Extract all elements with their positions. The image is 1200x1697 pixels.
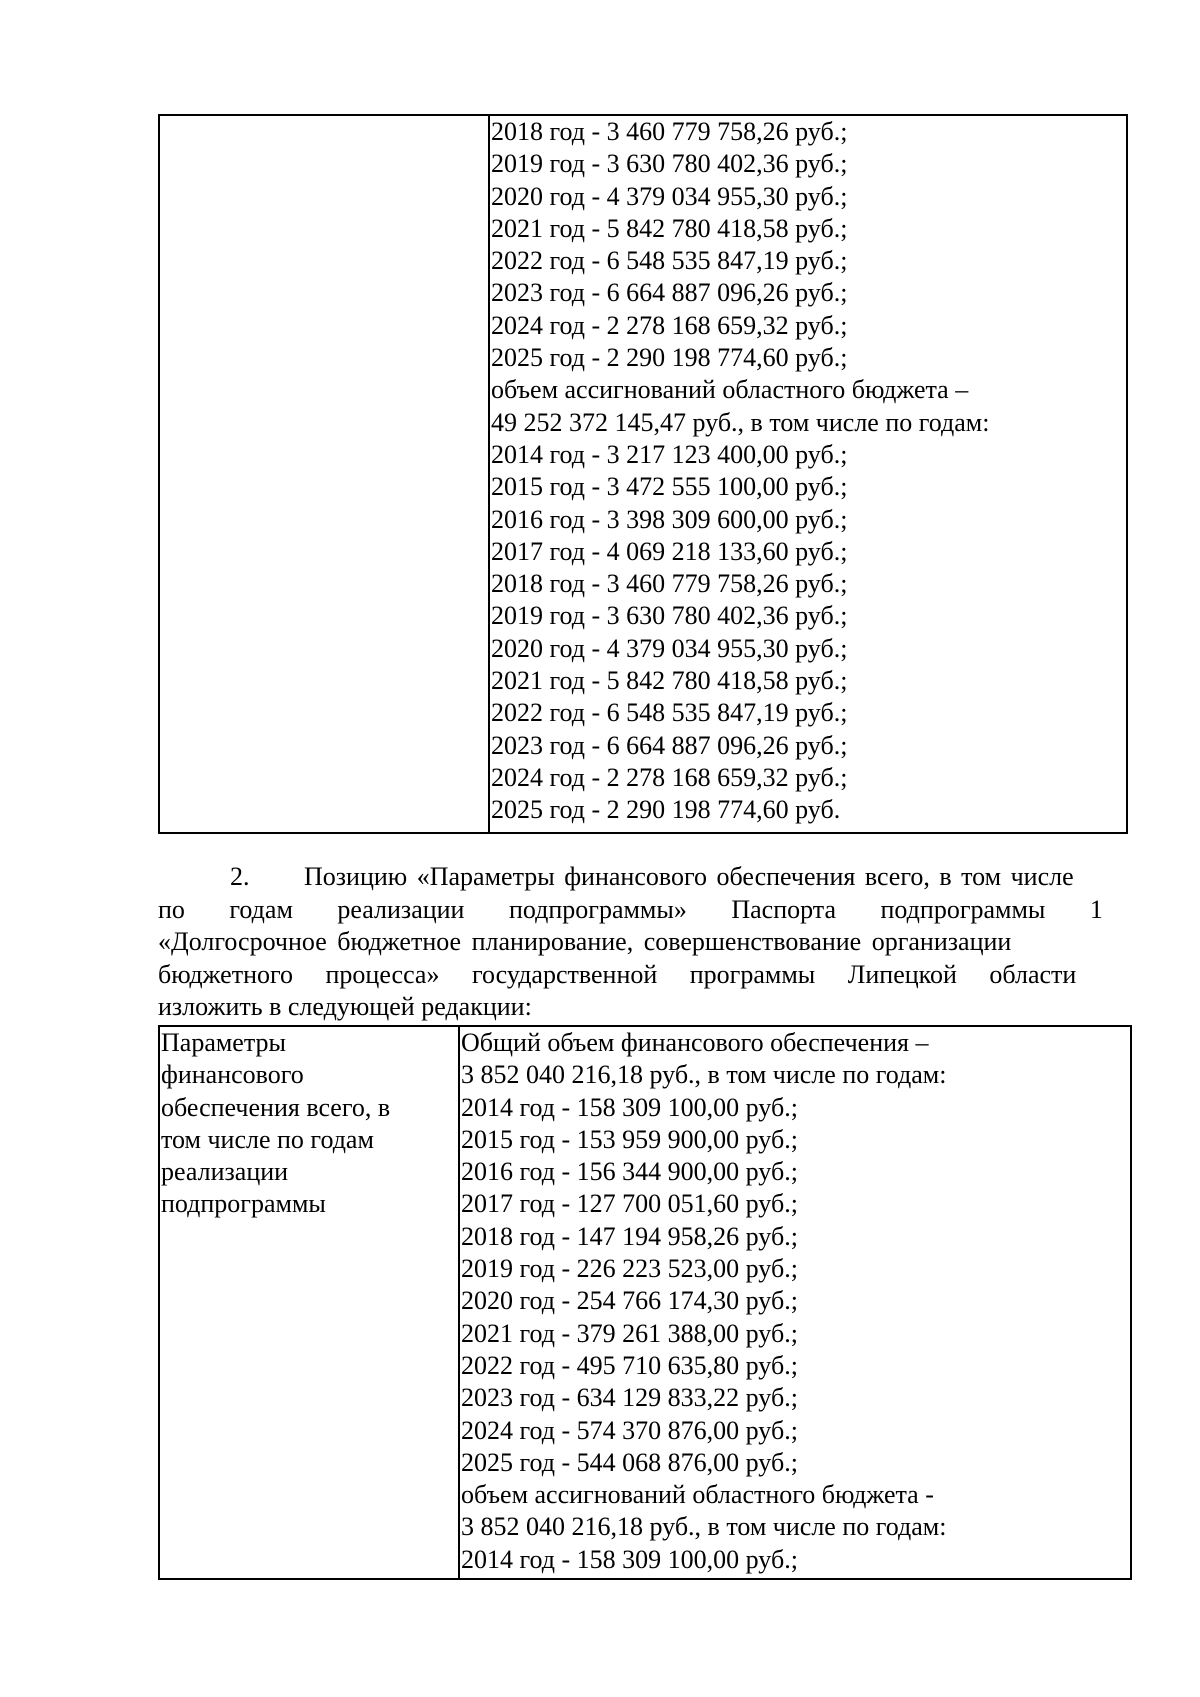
table1-line: 2020 год - 4 379 034 955,30 руб.; bbox=[491, 633, 848, 663]
table1-line: 2020 год - 4 379 034 955,30 руб.; bbox=[491, 181, 848, 211]
table1-right-cell bbox=[489, 115, 1127, 833]
table2-line: 2023 год - 634 129 833,22 руб.; bbox=[461, 1383, 798, 1413]
table2-line: Общий объем финансового обеспечения – bbox=[461, 1028, 929, 1057]
table2-right-cell bbox=[459, 1026, 1131, 1579]
table2-line: 2022 год - 495 710 635,80 руб.; bbox=[461, 1350, 798, 1380]
table1-line: 2017 год - 4 069 218 133,60 руб.; bbox=[491, 536, 848, 566]
paragraph-line-3-text: «Долгосрочное бюджетное планирование, совершенствование организации bbox=[158, 927, 1012, 957]
table2-line: 2014 год - 158 309 100,00 руб.; bbox=[461, 1544, 798, 1574]
paragraph-number: 2. bbox=[230, 862, 250, 891]
table2-left-line: подпрограммы bbox=[161, 1189, 326, 1219]
table1-line: 2021 год - 5 842 780 418,58 руб.; bbox=[491, 666, 848, 696]
table2-line: 2025 год - 544 068 876,00 руб.; bbox=[461, 1447, 798, 1477]
table1-line: 2024 год - 2 278 168 659,32 руб.; bbox=[491, 762, 848, 792]
table2-line: 2014 год - 158 309 100,00 руб.; bbox=[461, 1092, 798, 1122]
table2-line: 2019 год - 226 223 523,00 руб.; bbox=[461, 1254, 798, 1284]
table-row bbox=[159, 115, 1127, 833]
table2-left-line: Параметры bbox=[161, 1028, 286, 1057]
table1-line: 2019 год - 3 630 780 402,36 руб.; bbox=[491, 601, 848, 631]
table1-line: 2019 год - 3 630 780 402,36 руб.; bbox=[491, 149, 848, 179]
paragraph-line-1 bbox=[158, 861, 1128, 894]
table2-left-line: реализации bbox=[161, 1157, 289, 1187]
table1-left-cell bbox=[159, 115, 489, 833]
financing-parameters-table bbox=[158, 1025, 1132, 1580]
table2-left-cell bbox=[159, 1026, 459, 1579]
table2-line: 3 852 040 216,18 руб., в том числе по годам: bbox=[461, 1060, 947, 1090]
paragraph-line-5-text: изложить в следующей редакции: bbox=[158, 992, 532, 1022]
table2-line: 3 852 040 216,18 руб., в том числе по годам: bbox=[461, 1512, 947, 1542]
paragraph-line-4 bbox=[158, 959, 1128, 992]
table1-line: 49 252 372 145,47 руб., в том числе по годам: bbox=[491, 407, 990, 437]
table2-left-line: том числе по годам bbox=[161, 1124, 374, 1154]
table2-line: 2020 год - 254 766 174,30 руб.; bbox=[461, 1286, 798, 1316]
table2-line: 2017 год - 127 700 051,60 руб.; bbox=[461, 1189, 798, 1219]
table2-line: 2018 год - 147 194 958,26 руб.; bbox=[461, 1221, 798, 1251]
paragraph-line-3 bbox=[158, 926, 1128, 959]
paragraph-line-1-text: Позицию «Параметры финансового обеспечения всего, в том числе bbox=[304, 862, 1074, 891]
table-row bbox=[159, 1026, 1131, 1579]
table1-line: 2025 год - 2 290 198 774,60 руб. bbox=[491, 795, 841, 825]
table2-left-line: обеспечения всего, в bbox=[161, 1092, 391, 1122]
table1-line: 2015 год - 3 472 555 100,00 руб.; bbox=[491, 472, 848, 502]
table2-line: 2016 год - 156 344 900,00 руб.; bbox=[461, 1157, 798, 1187]
amendment-paragraph bbox=[158, 861, 1128, 1024]
table2-line: 2024 год - 574 370 876,00 руб.; bbox=[461, 1415, 798, 1445]
table1-line: 2014 год - 3 217 123 400,00 руб.; bbox=[491, 439, 848, 469]
paragraph-line-5 bbox=[158, 991, 1128, 1024]
table1-line: 2023 год - 6 664 887 096,26 руб.; bbox=[491, 278, 848, 308]
table1-line: 2023 год - 6 664 887 096,26 руб.; bbox=[491, 730, 848, 760]
table1-line: 2025 год - 2 290 198 774,60 руб.; bbox=[491, 343, 848, 373]
table1-line: 2024 год - 2 278 168 659,32 руб.; bbox=[491, 310, 848, 340]
table2-line: 2021 год - 379 261 388,00 руб.; bbox=[461, 1318, 798, 1348]
paragraph-line-2-text: по годам реализации подпрограммы» Паспорта подпрограммы 1 bbox=[158, 894, 1103, 924]
table1-line: 2016 год - 3 398 309 600,00 руб.; bbox=[491, 504, 848, 534]
table1-line: 2018 год - 3 460 779 758,26 руб.; bbox=[491, 117, 848, 146]
table2-left-line: финансового bbox=[161, 1060, 304, 1090]
paragraph-line-4-text: бюджетного процесса» государственной программы Липецкой области bbox=[158, 959, 1077, 989]
table2-line: объем ассигнований областного бюджета - bbox=[461, 1480, 934, 1510]
table1-line: 2022 год - 6 548 535 847,19 руб.; bbox=[491, 246, 848, 276]
table1-line: объем ассигнований областного бюджета – bbox=[491, 375, 969, 405]
table1-line: 2018 год - 3 460 779 758,26 руб.; bbox=[491, 569, 848, 599]
financing-table-continued bbox=[158, 114, 1128, 834]
table1-line: 2022 год - 6 548 535 847,19 руб.; bbox=[491, 698, 848, 728]
table2-line: 2015 год - 153 959 900,00 руб.; bbox=[461, 1124, 798, 1154]
paragraph-line-2 bbox=[158, 894, 1128, 927]
table1-line: 2021 год - 5 842 780 418,58 руб.; bbox=[491, 213, 848, 243]
